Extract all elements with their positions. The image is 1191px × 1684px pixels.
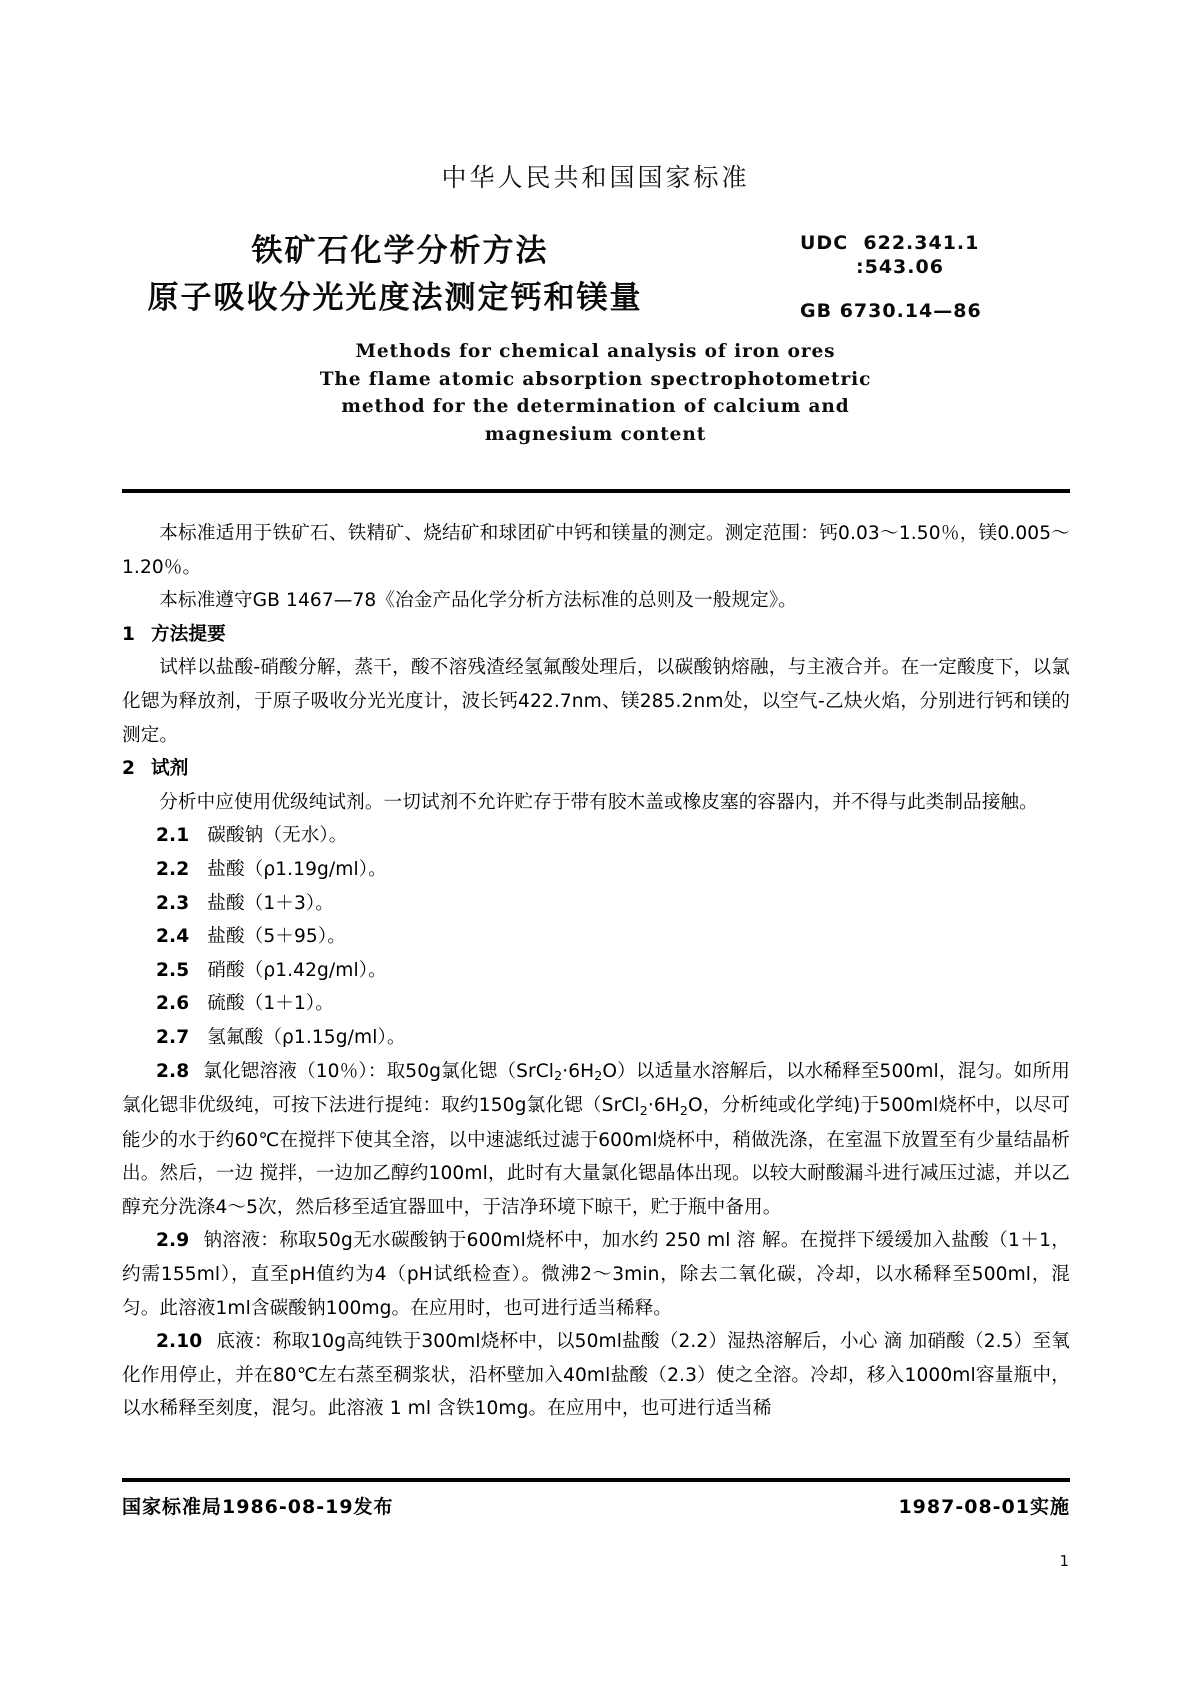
section-2-intro: 分析中应使用优级纯试剂。一切试剂不允许贮存于带有胶木盖或橡皮塞的容器内，并不得与此类制品接触。 xyxy=(159,791,1038,813)
section-1-title: 方法提要 xyxy=(151,623,226,645)
udc-number-line-2: :543.06 xyxy=(856,256,944,278)
reagent-item xyxy=(122,887,1070,921)
reagent-text-part-e: O，分析纯或化学纯)于500ml烧杯中，以尽可能少的水于约60℃在搅拌下使其全溶，以中速滤纸过滤于600ml烧杯中，稍做洗涤，在室温下放置至有少量结晶析出。然后，一边 搅拌，一边加乙醇约100ml，此时有大量氯化锶晶体出现。以较大耐酸漏斗进行减压过滤，并以乙醇充分洗涤4～5次，然后移至适宜器皿中，于洁净环境下晾干，贮于瓶中备用。 xyxy=(122,1095,1070,1218)
formula-subscript: 2 xyxy=(554,1068,563,1084)
gb-standard-number: GB 6730.14—86 xyxy=(800,300,982,322)
page-number: 1 xyxy=(1059,1552,1069,1570)
reagent-text: 硫酸（1＋1）。 xyxy=(207,993,334,1015)
section-1-paragraph: 试样以盐酸‑硝酸分解，蒸干，酸不溶残渣经氢氟酸处理后，以碳酸钠熔融，与主液合并。在一定酸度下，以氯化锶为释放剂，于原子吸收分光光度计，波长钙422.7nm、镁285.2nm处，以空气‑乙炔火焰，分别进行钙和镁的测定。 xyxy=(122,657,1070,746)
reagent-number: 2.5 xyxy=(156,959,190,981)
reagent-item-strontium-chloride xyxy=(122,1055,1070,1225)
scope-paragraph-1: 本标准适用于铁矿石、铁精矿、烧结矿和球团矿中钙和镁量的测定。测定范围：钙0.03～1.50％，镁0.005～1.20％。 xyxy=(122,523,1070,578)
reagent-number: 2.2 xyxy=(156,858,190,880)
section-2-title: 试剂 xyxy=(151,758,189,780)
scope-paragraph-2: 本标准遵守GB 1467—78《冶金产品化学分析方法标准的总则及一般规定》。 xyxy=(159,590,797,612)
reagent-text: 底液：称取10g高纯铁于300ml烧杯中，以50ml盐酸（2.2）湿热溶解后，小心 滴 加硝酸（2.5）至氧化作用停止，并在80℃左右蒸至稠浆状，沿杯壁加入40ml盐酸（2.3）使之全溶。冷却，移入1000ml容量瓶中，以水稀释至刻度，混匀。此溶液 1 ml 含铁10mg。在应用中，也可进行适当稀 xyxy=(122,1331,1070,1420)
reagent-text: 盐酸（5＋95）。 xyxy=(207,926,346,948)
english-title xyxy=(0,338,1191,448)
chinese-title-line-2: 原子吸收分光光度法测定钙和镁量 xyxy=(147,280,643,316)
reagent-item xyxy=(122,1021,1070,1055)
reagent-text: 硝酸（ρ1.42g/ml）。 xyxy=(207,959,387,981)
english-title-line-3: method for the determination of calcium and xyxy=(341,396,850,417)
reagent-number: 2.4 xyxy=(156,926,190,948)
reagent-number: 2.7 xyxy=(156,1026,190,1048)
national-standard-heading: 中华人民共和国国家标准 xyxy=(441,163,750,192)
reagent-number: 2.6 xyxy=(156,993,190,1015)
reagent-number: 2.1 xyxy=(156,825,190,847)
reagent-number: 2.3 xyxy=(156,892,190,914)
reagent-text: 氢氟酸（ρ1.15g/ml）。 xyxy=(207,1026,406,1048)
reagent-item xyxy=(122,819,1070,853)
reagent-text: 盐酸（ρ1.19g/ml）。 xyxy=(207,858,387,880)
reagent-text-part-d: ·6H xyxy=(647,1095,680,1117)
reagent-text: 盐酸（1＋3）。 xyxy=(207,892,334,914)
section-2-number: 2 xyxy=(122,758,136,780)
english-title-line-1: Methods for chemical analysis of iron ores xyxy=(355,341,836,362)
formula-subscript: 2 xyxy=(594,1068,603,1084)
reagent-text: 钠溶液：称取50g无水碳酸钠于600ml烧杯中，加水约 250 ml 溶 解。在搅拌下缓缓加入盐酸（1＋1，约需155ml），直至pH值约为4（pH试纸检查）。微沸2～3min，除去二氧化碳，冷却，以水稀释至500ml，混匀。此溶液1ml含碳酸钠100mg。在应用时，也可进行适当稀释。 xyxy=(122,1230,1070,1319)
udc-number-line-1: UDC 622.341.1 xyxy=(800,232,980,254)
reagent-item xyxy=(122,920,1070,954)
effective-date-statement: 1987‑08‑01实施 xyxy=(898,1496,1070,1518)
reagent-number: 2.10 xyxy=(156,1331,203,1353)
chinese-title-line-1: 铁矿石化学分析方法 xyxy=(251,233,549,269)
section-1-heading xyxy=(122,618,1070,652)
document-footer xyxy=(122,1492,1070,1522)
masthead xyxy=(0,158,1191,194)
formula-subscript: 2 xyxy=(679,1102,688,1118)
chinese-title xyxy=(0,228,790,322)
issue-date-statement: 国家标准局1986‑08‑19发布 xyxy=(122,1496,394,1518)
english-title-line-4: magnesium content xyxy=(484,423,707,445)
header-divider-rule xyxy=(122,489,1070,493)
reagent-text-part-b: ·6H xyxy=(562,1060,595,1082)
reagent-number: 2.8 xyxy=(156,1060,190,1082)
reagent-item xyxy=(122,954,1070,988)
document-body xyxy=(122,517,1070,1426)
reagent-item-base-solution xyxy=(122,1325,1070,1426)
reagent-item xyxy=(122,987,1070,1021)
reagent-text-part-a: 氯化锶溶液（10％）：取50g氯化锶（SrCl xyxy=(203,1060,555,1082)
english-title-line-2: The flame atomic absorption spectrophotometric xyxy=(319,368,872,390)
reagent-number: 2.9 xyxy=(156,1230,190,1252)
reagent-item xyxy=(122,853,1070,887)
reagent-text-part-c: O）以适量水溶解后，以水稀释至500ml，混匀。如所用氯化锶非优级纯，可按下法进行提纯：取约150g氯化锶（SrCl xyxy=(122,1060,1070,1117)
formula-subscript: 2 xyxy=(639,1102,648,1118)
standard-code-block xyxy=(800,232,1130,322)
footer-divider-rule xyxy=(122,1478,1070,1482)
section-2-heading xyxy=(122,752,1070,786)
reagent-text: 碳酸钠（无水）。 xyxy=(207,825,348,847)
section-1-number: 1 xyxy=(122,623,136,645)
reagent-item-sodium-solution xyxy=(122,1224,1070,1325)
